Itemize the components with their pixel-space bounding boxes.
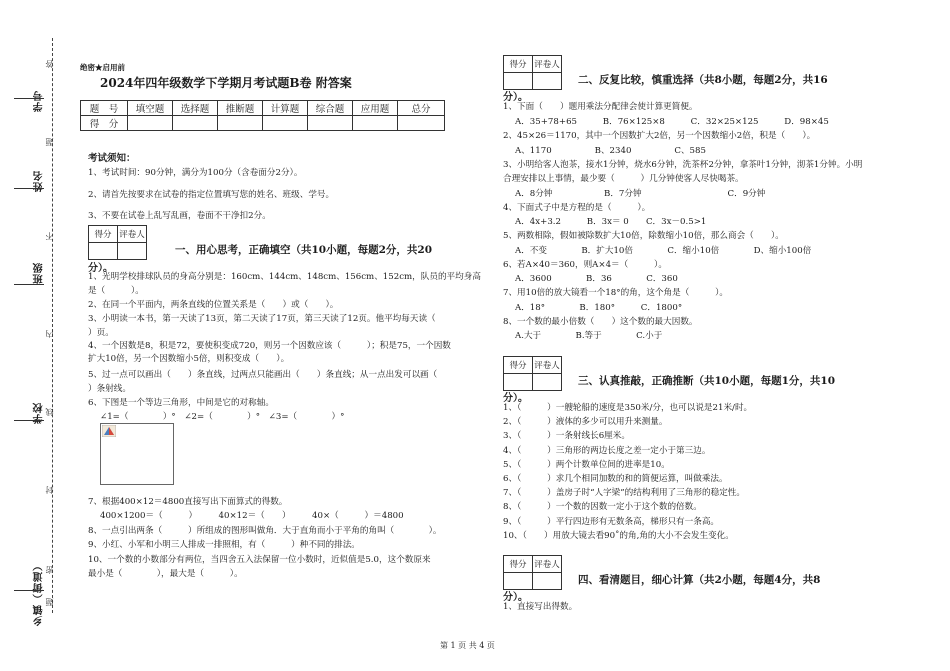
binding-label-school: 学校 [34, 402, 45, 424]
section2-title: 二、反复比较，慎重选择（共8小题，每题2分，共16 [578, 74, 828, 86]
binding-mark: 线 [45, 408, 54, 416]
binding-label-name: 姓名 [34, 170, 45, 192]
binding-mark: 题 [45, 138, 54, 146]
score-cell[interactable] [128, 116, 173, 131]
score-header-cell: 计算题 [263, 101, 308, 116]
binding-mark: 不 [45, 232, 54, 240]
question-line: 3、小明读一本书，第一天读了13页，第二天读了17页，第三天读了12页。他平均每天读（ [88, 314, 436, 324]
grader-reviewer-cell[interactable] [118, 243, 147, 260]
question-line: 1、光明学校排球队员的身高分别是：160cm、144cm、148cm、156cm、152cm，队员的平均身高 [88, 272, 481, 282]
grader-box [88, 225, 147, 260]
question-line: 7、根据400×12＝4800直接写出下面算式的得数。 [88, 497, 288, 507]
question-line: 5、两数相除，假如被除数扩大10倍，除数缩小10倍，那么商会（ ）。 [503, 231, 784, 241]
grader-score-cell[interactable] [504, 73, 533, 90]
question-line: 2、45×26＝1170，其中一个因数扩大2倍，另一个因数缩小2倍，积是（ ）。 [503, 131, 816, 141]
question-line: A．4x+3.2 B．3x＝ 0 C．3x－0.5>1 [515, 217, 707, 227]
question-line: 2、在同一个平面内，两条直线的位置关系是（ ）或（ ）。 [88, 300, 339, 310]
score-header-cell: 题 号 [81, 101, 128, 116]
binding-mark: 答 [45, 60, 54, 68]
score-table [80, 100, 445, 131]
question-line: A．35+78+65 B．76×125×8 C．32×25×125 D．98×45 [515, 117, 829, 127]
grader-score-label: 得分 [504, 357, 533, 374]
grader-reviewer-cell[interactable] [533, 73, 562, 90]
question-line: 8、一个数的最小倍数（ ）这个数的最大因数。 [503, 317, 698, 327]
score-header-cell: 推断题 [218, 101, 263, 116]
question-line: 合理安排以上事情，最少要（ ）几分钟使客人尽快喝茶。 [503, 174, 744, 184]
question-line: 4、下面式子中是方程的是（ ）。 [503, 203, 651, 213]
score-cell[interactable] [173, 116, 218, 131]
question-line: 6、（ ）求几个相同加数的和的简便运算，叫做乘法。 [503, 474, 728, 484]
page-number: 第 1 页 共 4 页 [440, 641, 495, 650]
score-header-cell: 总分 [398, 101, 445, 116]
score-header-cell: 应用题 [353, 101, 398, 116]
question-line: 8、一点引出两条（ ）所组成的图形叫做角．大于直角而小于平角的角叫（ ）。 [88, 526, 442, 536]
grader-reviewer-label: 评卷人 [533, 357, 562, 374]
triangle-figure [100, 423, 174, 485]
section3-title-cont: 分）。 [503, 393, 528, 404]
question-line: 2、（ ）液体的多少可以用升来测量。 [503, 417, 668, 427]
notice-item: 2、请首先按要求在试卷的指定位置填写您的姓名、班级、学号。 [88, 190, 335, 200]
grader-reviewer-label: 评卷人 [533, 56, 562, 73]
binding-mark: 封 [45, 486, 54, 494]
question-line: ∠1=（ ）° ∠2=（ ）° ∠3=（ ）° [100, 412, 345, 422]
binding-line [52, 38, 53, 613]
question-line: 10、一个数的小数部分有两位，当四舍五入法保留一位小数时，近似值是5.0，这个数原来 [88, 555, 431, 565]
binding-label-town: 乡镇（街道） [34, 560, 45, 626]
score-cell[interactable] [398, 116, 445, 131]
grader-score-label: 得分 [89, 226, 118, 243]
question-line: A．3600 B．36 C．360 [515, 274, 678, 284]
grader-score-label: 得分 [504, 56, 533, 73]
binding-blank-line [14, 188, 44, 189]
triangle-image-icon [102, 425, 116, 437]
grader-reviewer-cell[interactable] [533, 573, 562, 590]
question-line: A．8分钟 B．7分钟 C．9分钟 [515, 189, 766, 199]
question-line: 1、下面（ ）题用乘法分配律会使计算更简便。 [503, 102, 698, 112]
question-line: 1、直接写出得数。 [503, 602, 578, 612]
question-line: 9、（ ）平行四边形有无数条高，梯形只有一条高。 [503, 517, 720, 527]
question-line: 3、（ ）一条射线长6厘米。 [503, 431, 630, 441]
question-line: 6、若A×40＝360，则A×4＝（ ）。 [503, 260, 667, 270]
binding-blank-line [14, 590, 44, 591]
question-line: 是（ ）。 [88, 286, 144, 296]
question-line: 7、（ ）盖房子时“人字梁”的结构利用了三角形的稳定性。 [503, 488, 745, 498]
section1-title: 一、用心思考，正确填空（共10小题，每题2分，共20 [175, 244, 433, 256]
question-line: 5、过一点可以画出（ ）条直线，过两点只能画出（ ）条直线；从一点出发可以画（ [88, 370, 438, 380]
grader-box [503, 356, 562, 391]
notice-item: 3、不要在试卷上乱写乱画，卷面不干净扣2分。 [88, 211, 271, 221]
question-line: 5、（ ）两个计数单位间的进率是10。 [503, 460, 670, 470]
secret-label: 绝密★启用前 [80, 63, 125, 72]
section1-title-cont: 分）。 [88, 263, 113, 274]
question-line: 10、（ ）用放大镜去看90˚的角,角的大小不会发生变化。 [503, 531, 734, 541]
question-line: A．18° B．180° C．1800° [515, 303, 683, 313]
notice-item: 1、考试时间：90分钟，满分为100分（含卷面分2分）。 [88, 168, 303, 178]
score-cell[interactable] [353, 116, 398, 131]
question-line: 1、（ ）一艘轮船的速度是350米/分，也可以说是21米/时。 [503, 403, 753, 413]
question-line: 4、（ ）三角形的两边长度之差一定小于第三边。 [503, 446, 711, 456]
question-line: ）条射线。 [88, 384, 131, 394]
binding-label-student-id: 学号 [34, 90, 45, 112]
grader-reviewer-label: 评卷人 [533, 556, 562, 573]
score-cell[interactable] [263, 116, 308, 131]
score-header-cell: 填空题 [128, 101, 173, 116]
binding-mark: 题 [45, 598, 54, 606]
question-line: 3、小明给客人泡茶，接水1分钟，烧水6分钟，洗茶杯2分钟，拿茶叶1分钟，沏茶1分钟。小明 [503, 160, 863, 170]
question-line: A.大于 B.等于 C.小于 [515, 331, 663, 341]
section4-title: 四、看清题目，细心计算（共2小题，每题4分，共8 [578, 574, 821, 586]
question-line: 400×1200＝（ ） 40×12＝（ ） 40×（ ）＝4800 [100, 511, 404, 521]
grader-box [503, 555, 562, 590]
question-line: 9、小红、小军和小明三人排成一排照相，有（ ）种不同的排法。 [88, 540, 360, 550]
grader-score-cell[interactable] [89, 243, 118, 260]
score-header-cell: 选择题 [173, 101, 218, 116]
grader-reviewer-cell[interactable] [533, 374, 562, 391]
page-title: 2024年四年级数学下学期月考试题B卷 附答案 [100, 76, 352, 90]
grader-score-cell[interactable] [504, 573, 533, 590]
grader-reviewer-label: 评卷人 [118, 226, 147, 243]
grader-score-cell[interactable] [504, 374, 533, 391]
binding-blank-line [14, 284, 44, 285]
section4-title-cont: 分）。 [503, 592, 528, 603]
grader-box [503, 55, 562, 90]
binding-mark: 内 [45, 330, 54, 338]
section2-title-cont: 分）。 [503, 92, 528, 103]
question-line: ）页。 [88, 328, 114, 338]
binding-blank-line [14, 98, 44, 99]
section3-title: 三、认真推敲，正确推断（共10小题，每题1分，共10 [578, 375, 836, 387]
question-line: A、1170 B、2340 C、585 [515, 146, 706, 156]
question-line: 7、用10倍的放大镜看一个18°的角，这个角是（ ）。 [503, 288, 728, 298]
question-line: 扩大10倍，另一个因数缩小5倍，则积变成（ ）。 [88, 354, 290, 364]
question-line: 6、下图是一个等边三角形，中间是它的对称轴。 [88, 398, 274, 408]
binding-blank-line [14, 420, 44, 421]
score-cell[interactable] [218, 116, 263, 131]
question-line: 8、（ ）一个数的因数一定小于这个数的倍数。 [503, 502, 702, 512]
score-cell[interactable] [308, 116, 353, 131]
question-line: 4、一个因数是8，积是72，要使积变成720，则另一个因数应该（ ）；积是75，一个因数 [88, 341, 451, 351]
grader-score-label: 得分 [504, 556, 533, 573]
question-line: 最小是（ ），最大是（ ）。 [88, 569, 243, 579]
score-row-label: 得 分 [81, 116, 128, 131]
binding-label-class: 班级 [34, 262, 45, 284]
binding-mark: 密 [45, 566, 54, 574]
notice-title: 考试须知： [88, 153, 136, 164]
question-line: A．不变 B．扩大10倍 C．缩小10倍 D、缩小100倍 [515, 246, 812, 256]
score-header-cell: 综合题 [308, 101, 353, 116]
